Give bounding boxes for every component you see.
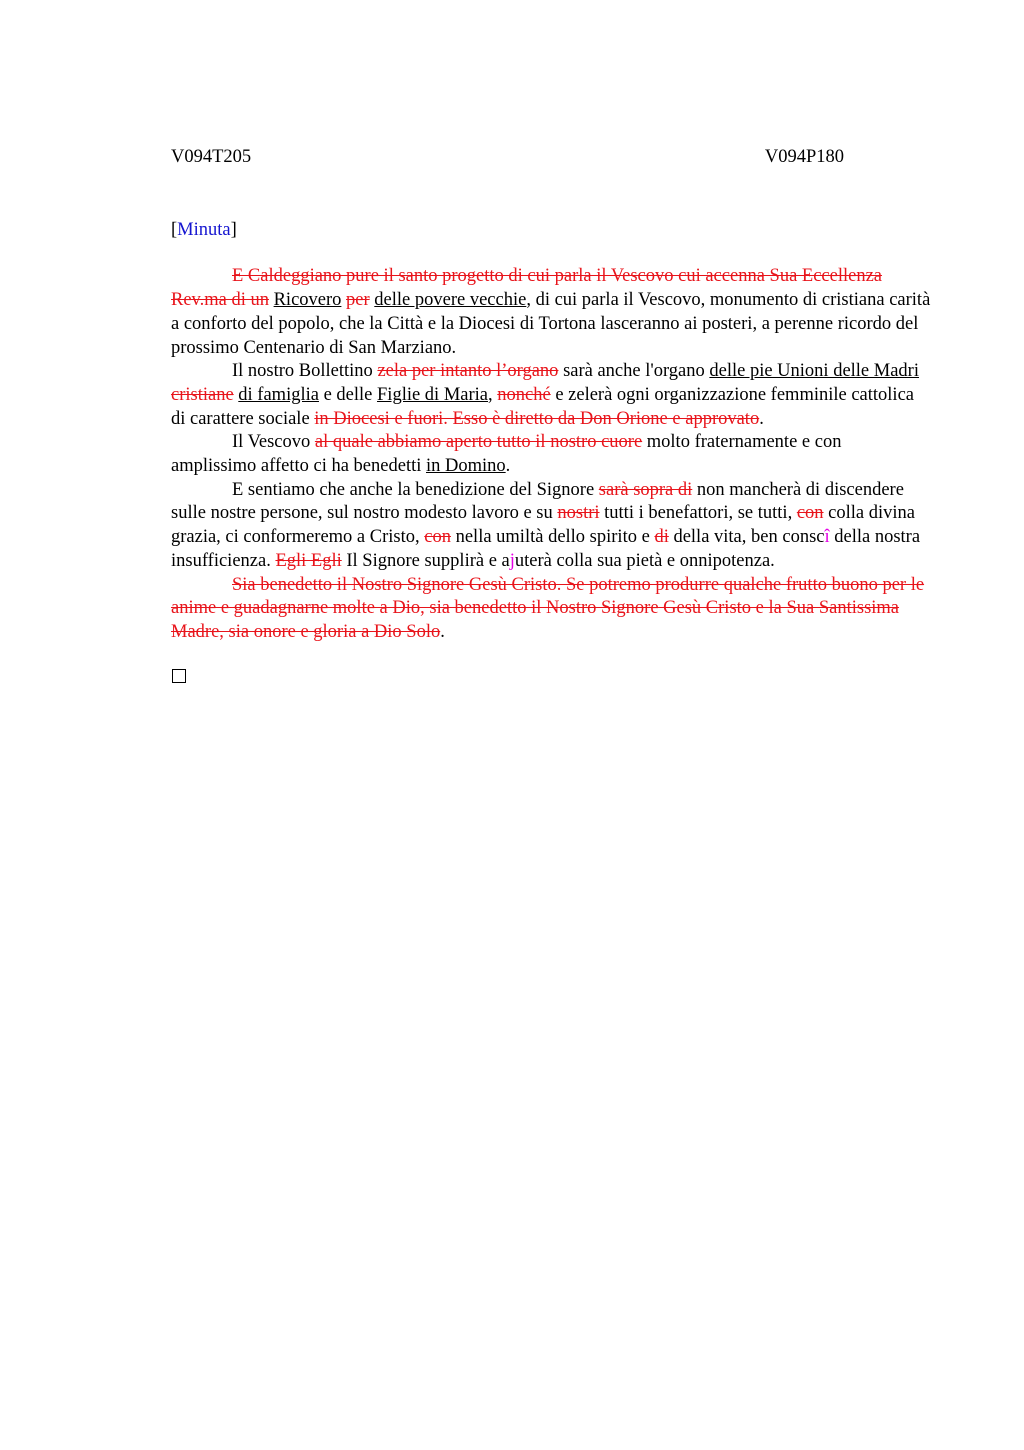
deleted-text: con bbox=[424, 527, 451, 548]
deleted-text: nonché bbox=[497, 384, 551, 405]
document-header bbox=[171, 146, 844, 170]
document-body bbox=[171, 265, 931, 644]
deleted-text: cristiane bbox=[171, 384, 234, 405]
deleted-text: Egli Egli bbox=[275, 550, 342, 571]
right-code: V094P180 bbox=[764, 147, 844, 167]
deleted-text: di bbox=[654, 527, 669, 548]
underlined-text: Ricovero bbox=[273, 290, 342, 311]
left-code: V094T205 bbox=[171, 147, 252, 167]
deleted-text: con bbox=[796, 503, 824, 524]
deleted-text: Sia benedetto il Nostro Signore Gesù Cristo. Se potremo produrre qualche frutto buono per le anime e guadagnarne molte a Dio, sia benedetto il Nostro Signore Gesù Cristo e la Sua Santissima Madre, sia onore e gloria a Dio Solo bbox=[171, 574, 925, 642]
deleted-text: in Diocesi e fuori. Esso è diretto da Don Orione e approvato bbox=[314, 408, 760, 429]
paragraph-3: Il Vescovo al quale abbiamo aperto tutto il nostro cuore molto fraternamente e con amplissimo affetto ci ha benedetti in Domino. bbox=[171, 432, 842, 477]
paragraph-5: Sia benedetto il Nostro Signore Gesù Cristo. Se potremo produrre qualche frutto buono per le anime e guadagnarne molte a Dio, sia benedetto il Nostro Signore Gesù Cristo e la Sua Santissima Madre, sia onore e gloria a Dio Solo. bbox=[171, 574, 925, 642]
highlighted-letter: j bbox=[509, 550, 515, 571]
underlined-text: delle pie Unioni delle Madri bbox=[709, 361, 919, 382]
document-page bbox=[171, 146, 931, 683]
underlined-text: delle povere vecchie bbox=[374, 290, 527, 311]
deleted-text: zela per intanto l’organo bbox=[377, 361, 559, 382]
highlighted-letter: î bbox=[824, 527, 830, 548]
deleted-text: per bbox=[346, 290, 370, 311]
paragraph-2: Il nostro Bollettino zela per intanto l’organo sarà anche l'organo delle pie Unioni delle Madri cristiane di famiglia e delle Figlie di Maria, nonché e zelerà ogni organizzazione femminile cattolica di carattere sociale in Diocesi e fuori. Esso è diretto da Don Orione e approvato. bbox=[171, 361, 919, 429]
minuta-word: Minuta bbox=[177, 219, 231, 240]
deleted-text: nostri bbox=[557, 503, 600, 524]
underlined-text: di famiglia bbox=[238, 384, 319, 405]
minuta-label: [Minuta] bbox=[171, 219, 237, 240]
paragraph-1 bbox=[171, 265, 931, 360]
deleted-text: E Caldeggiano pure il santo progetto di cui parla il Vescovo cui accenna Sua Eccellenza Rev.ma di un bbox=[171, 266, 883, 311]
end-square-icon bbox=[172, 669, 186, 683]
underlined-text: Figlie di Maria bbox=[377, 384, 488, 405]
deleted-text: sarà sopra di bbox=[598, 479, 693, 500]
body-text: , di cui parla il Vescovo, monumento di cristiana carità a conforto del popolo, che la Città e la Diocesi di Tortona lasceranno ai posteri, a perenne ricordo del prossimo Centenario di San Marziano. bbox=[171, 290, 931, 358]
paragraph-4: E sentiamo che anche la benedizione del Signore sarà sopra di non mancherà di discendere sulle nostre persone, sul nostro modesto lavoro e su nostri tutti i benefattori, se tutti, con colla divina grazia, ci conformeremo a Cristo, con nella umiltà dello spirito e di della vita, ben conscî della nostra insufficienza. Egli Egli Il Signore supplirà e ajuterà colla sua pietà e onnipotenza. bbox=[171, 479, 921, 571]
deleted-text: al quale abbiamo aperto tutto il nostro cuore bbox=[314, 432, 643, 453]
underlined-text: in Domino bbox=[426, 456, 506, 477]
